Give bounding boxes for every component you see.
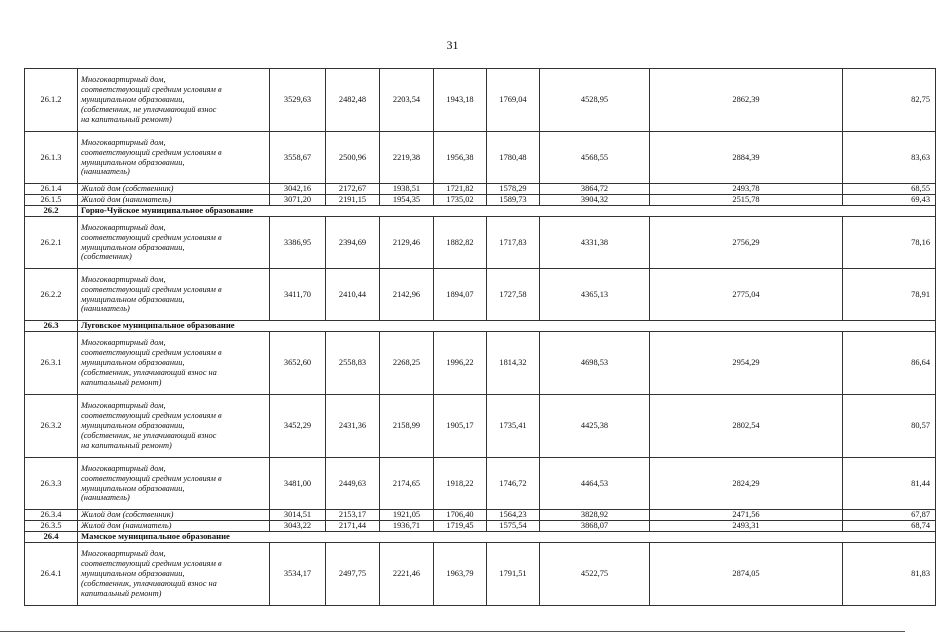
value-cell-v7: 2802,54 — [650, 395, 843, 458]
value-cell-v1: 3042,16 — [270, 184, 326, 195]
value-cell-v6: 4331,38 — [540, 217, 650, 269]
row-code: 26.3.1 — [25, 332, 78, 395]
description-line: Многоквартирный дом, — [81, 137, 166, 147]
description-line: муниципальном образовании, — [81, 483, 185, 493]
value-cell-v7: 2824,29 — [650, 458, 843, 510]
value-cell-v7: 2493,78 — [650, 184, 843, 195]
description-line: (собственник, уплачивающий взнос на — [81, 578, 217, 588]
description-line: Многоквартирный дом, — [81, 222, 166, 232]
value-cell-v2: 2171,44 — [326, 521, 380, 532]
housing-type-description — [78, 184, 270, 195]
value-cell-v6: 4522,75 — [540, 543, 650, 606]
description-line: соответствующий средним условиям в — [81, 284, 222, 294]
value-cell-v2: 2558,83 — [326, 332, 380, 395]
value-cell-v1: 3652,60 — [270, 332, 326, 395]
value-cell-v7: 2493,31 — [650, 521, 843, 532]
value-cell-v1: 3071,20 — [270, 195, 326, 206]
description-line: (наниматель) — [81, 493, 130, 503]
value-cell-v6: 3828,92 — [540, 510, 650, 521]
value-cell-v3: 1936,71 — [380, 521, 434, 532]
table-row — [25, 521, 936, 532]
value-cell-v4: 1706,40 — [434, 510, 487, 521]
description-line: соответствующий средним условиям в — [81, 473, 222, 483]
value-cell-v1: 3386,95 — [270, 217, 326, 269]
value-cell-v7: 2874,05 — [650, 543, 843, 606]
value-cell-v1: 3043,22 — [270, 521, 326, 532]
value-cell-v2: 2449,63 — [326, 458, 380, 510]
value-cell-v7: 2756,29 — [650, 217, 843, 269]
value-cell-v1: 3014,51 — [270, 510, 326, 521]
housing-type-description — [78, 69, 270, 132]
housing-type-description — [78, 521, 270, 532]
description-line: соответствующий средним условиям в — [81, 85, 222, 95]
section-code: 26.3 — [25, 321, 78, 332]
description-line: Жилой дом (наниматель) — [81, 521, 172, 531]
housing-type-description — [78, 332, 270, 395]
value-cell-v1: 3452,29 — [270, 395, 326, 458]
value-cell-v1: 3411,70 — [270, 269, 326, 321]
value-cell-v1: 3481,00 — [270, 458, 326, 510]
value-cell-v5: 1780,48 — [487, 132, 540, 184]
value-cell-v1: 3558,67 — [270, 132, 326, 184]
value-cell-v8: 78,16 — [843, 217, 936, 269]
description-line: Многоквартирный дом, — [81, 274, 166, 284]
housing-type-description — [78, 543, 270, 606]
value-cell-v3: 2219,38 — [380, 132, 434, 184]
section-row — [25, 206, 936, 217]
tariff-table-wrapper — [24, 68, 936, 606]
value-cell-v4: 1719,45 — [434, 521, 487, 532]
value-cell-v3: 2221,46 — [380, 543, 434, 606]
housing-type-description — [78, 269, 270, 321]
value-cell-v5: 1575,54 — [487, 521, 540, 532]
value-cell-v8: 68,74 — [843, 521, 936, 532]
table-row — [25, 332, 936, 395]
table-row — [25, 543, 936, 606]
row-code: 26.2.2 — [25, 269, 78, 321]
row-code: 26.3.3 — [25, 458, 78, 510]
value-cell-v3: 1954,35 — [380, 195, 434, 206]
value-cell-v4: 1882,82 — [434, 217, 487, 269]
value-cell-v2: 2191,15 — [326, 195, 380, 206]
scan-bottom-edge — [0, 631, 905, 632]
value-cell-v4: 1956,38 — [434, 132, 487, 184]
value-cell-v8: 83,63 — [843, 132, 936, 184]
value-cell-v6: 4365,13 — [540, 269, 650, 321]
description-line: капитальный ремонт) — [81, 588, 162, 598]
description-line: Жилой дом (собственник) — [81, 184, 174, 194]
housing-type-description — [78, 217, 270, 269]
value-cell-v4: 1735,02 — [434, 195, 487, 206]
row-code: 26.3.4 — [25, 510, 78, 521]
description-line: соответствующий средним условиям в — [81, 232, 222, 242]
description-line: (собственник, не уплачивающий взнос — [81, 430, 217, 440]
value-cell-v5: 1727,58 — [487, 269, 540, 321]
value-cell-v6: 4425,38 — [540, 395, 650, 458]
table-body — [25, 69, 936, 606]
value-cell-v4: 1963,79 — [434, 543, 487, 606]
value-cell-v5: 1589,73 — [487, 195, 540, 206]
description-line: соответствующий средним условиям в — [81, 348, 222, 358]
description-line: муниципальном образовании, — [81, 242, 185, 252]
row-code: 26.1.4 — [25, 184, 78, 195]
value-cell-v3: 2268,25 — [380, 332, 434, 395]
value-cell-v1: 3529,63 — [270, 69, 326, 132]
description-line: муниципальном образовании, — [81, 569, 185, 579]
description-line: на капитальный ремонт) — [81, 440, 172, 450]
value-cell-v3: 2174,65 — [380, 458, 434, 510]
value-cell-v5: 1746,72 — [487, 458, 540, 510]
housing-type-description — [78, 510, 270, 521]
value-cell-v7: 2471,56 — [650, 510, 843, 521]
table-row — [25, 184, 936, 195]
table-row — [25, 132, 936, 184]
value-cell-v6: 3904,32 — [540, 195, 650, 206]
section-title: Луговское муниципальное образование — [78, 321, 936, 332]
description-line: муниципальном образовании, — [81, 421, 185, 431]
value-cell-v2: 2500,96 — [326, 132, 380, 184]
description-line: (наниматель) — [81, 167, 130, 177]
row-code: 26.2.1 — [25, 217, 78, 269]
value-cell-v4: 1996,22 — [434, 332, 487, 395]
value-cell-v6: 4698,53 — [540, 332, 650, 395]
value-cell-v4: 1905,17 — [434, 395, 487, 458]
value-cell-v7: 2862,39 — [650, 69, 843, 132]
description-line: Жилой дом (собственник) — [81, 510, 174, 520]
value-cell-v3: 2203,54 — [380, 69, 434, 132]
table-row — [25, 69, 936, 132]
value-cell-v3: 2158,99 — [380, 395, 434, 458]
value-cell-v7: 2954,29 — [650, 332, 843, 395]
value-cell-v2: 2497,75 — [326, 543, 380, 606]
value-cell-v4: 1918,22 — [434, 458, 487, 510]
value-cell-v5: 1769,04 — [487, 69, 540, 132]
description-line: соответствующий средним условиям в — [81, 147, 222, 157]
value-cell-v5: 1564,23 — [487, 510, 540, 521]
value-cell-v4: 1721,82 — [434, 184, 487, 195]
tariff-table — [24, 68, 936, 606]
value-cell-v2: 2394,69 — [326, 217, 380, 269]
value-cell-v5: 1735,41 — [487, 395, 540, 458]
value-cell-v8: 86,64 — [843, 332, 936, 395]
description-line: муниципальном образовании, — [81, 157, 185, 167]
value-cell-v2: 2482,48 — [326, 69, 380, 132]
row-code: 26.1.5 — [25, 195, 78, 206]
description-line: Многоквартирный дом, — [81, 75, 166, 85]
value-cell-v2: 2172,67 — [326, 184, 380, 195]
value-cell-v6: 4528,95 — [540, 69, 650, 132]
value-cell-v5: 1791,51 — [487, 543, 540, 606]
table-row — [25, 510, 936, 521]
page-number: 31 — [446, 38, 459, 52]
row-code: 26.3.5 — [25, 521, 78, 532]
section-title: Мамское муниципальное образование — [78, 532, 936, 543]
value-cell-v6: 3868,07 — [540, 521, 650, 532]
value-cell-v7: 2515,78 — [650, 195, 843, 206]
value-cell-v8: 80,57 — [843, 395, 936, 458]
housing-type-description — [78, 458, 270, 510]
value-cell-v3: 1921,05 — [380, 510, 434, 521]
table-row — [25, 269, 936, 321]
value-cell-v8: 67,87 — [843, 510, 936, 521]
section-row — [25, 532, 936, 543]
description-line: соответствующий средним условиям в — [81, 559, 222, 569]
section-code: 26.4 — [25, 532, 78, 543]
description-line: Многоквартирный дом, — [81, 463, 166, 473]
description-line: (собственник, уплачивающий взнос на — [81, 367, 217, 377]
value-cell-v2: 2410,44 — [326, 269, 380, 321]
value-cell-v3: 2142,96 — [380, 269, 434, 321]
value-cell-v4: 1943,18 — [434, 69, 487, 132]
row-code: 26.4.1 — [25, 543, 78, 606]
description-line: Жилой дом (наниматель) — [81, 195, 172, 205]
section-row — [25, 321, 936, 332]
housing-type-description — [78, 132, 270, 184]
row-code: 26.1.3 — [25, 132, 78, 184]
section-title: Горно-Чуйское муниципальное образование — [78, 206, 936, 217]
value-cell-v8: 82,75 — [843, 69, 936, 132]
table-row — [25, 458, 936, 510]
housing-type-description — [78, 395, 270, 458]
description-line: Многоквартирный дом, — [81, 549, 166, 559]
description-line: (наниматель) — [81, 304, 130, 314]
description-line: Многоквартирный дом, — [81, 338, 166, 348]
value-cell-v6: 3864,72 — [540, 184, 650, 195]
value-cell-v8: 69,43 — [843, 195, 936, 206]
housing-type-description — [78, 195, 270, 206]
row-code: 26.1.2 — [25, 69, 78, 132]
table-row — [25, 395, 936, 458]
description-line: Многоквартирный дом, — [81, 401, 166, 411]
value-cell-v6: 4568,55 — [540, 132, 650, 184]
description-line: капитальный ремонт) — [81, 377, 162, 387]
value-cell-v2: 2153,17 — [326, 510, 380, 521]
description-line: (собственник, не уплачивающий взнос — [81, 104, 217, 114]
value-cell-v1: 3534,17 — [270, 543, 326, 606]
description-line: (собственник) — [81, 252, 132, 262]
row-code: 26.3.2 — [25, 395, 78, 458]
value-cell-v8: 78,91 — [843, 269, 936, 321]
description-line: на капитальный ремонт) — [81, 114, 172, 124]
table-row — [25, 195, 936, 206]
description-line: муниципальном образовании, — [81, 294, 185, 304]
value-cell-v2: 2431,36 — [326, 395, 380, 458]
value-cell-v4: 1894,07 — [434, 269, 487, 321]
value-cell-v8: 81,83 — [843, 543, 936, 606]
description-line: соответствующий средним условиям в — [81, 411, 222, 421]
section-code: 26.2 — [25, 206, 78, 217]
value-cell-v5: 1578,29 — [487, 184, 540, 195]
value-cell-v5: 1814,32 — [487, 332, 540, 395]
value-cell-v3: 2129,46 — [380, 217, 434, 269]
value-cell-v3: 1938,51 — [380, 184, 434, 195]
value-cell-v7: 2884,39 — [650, 132, 843, 184]
value-cell-v5: 1717,83 — [487, 217, 540, 269]
value-cell-v8: 81,44 — [843, 458, 936, 510]
value-cell-v8: 68,55 — [843, 184, 936, 195]
table-row — [25, 217, 936, 269]
description-line: муниципальном образовании, — [81, 358, 185, 368]
value-cell-v7: 2775,04 — [650, 269, 843, 321]
description-line: муниципальном образовании, — [81, 95, 185, 105]
value-cell-v6: 4464,53 — [540, 458, 650, 510]
